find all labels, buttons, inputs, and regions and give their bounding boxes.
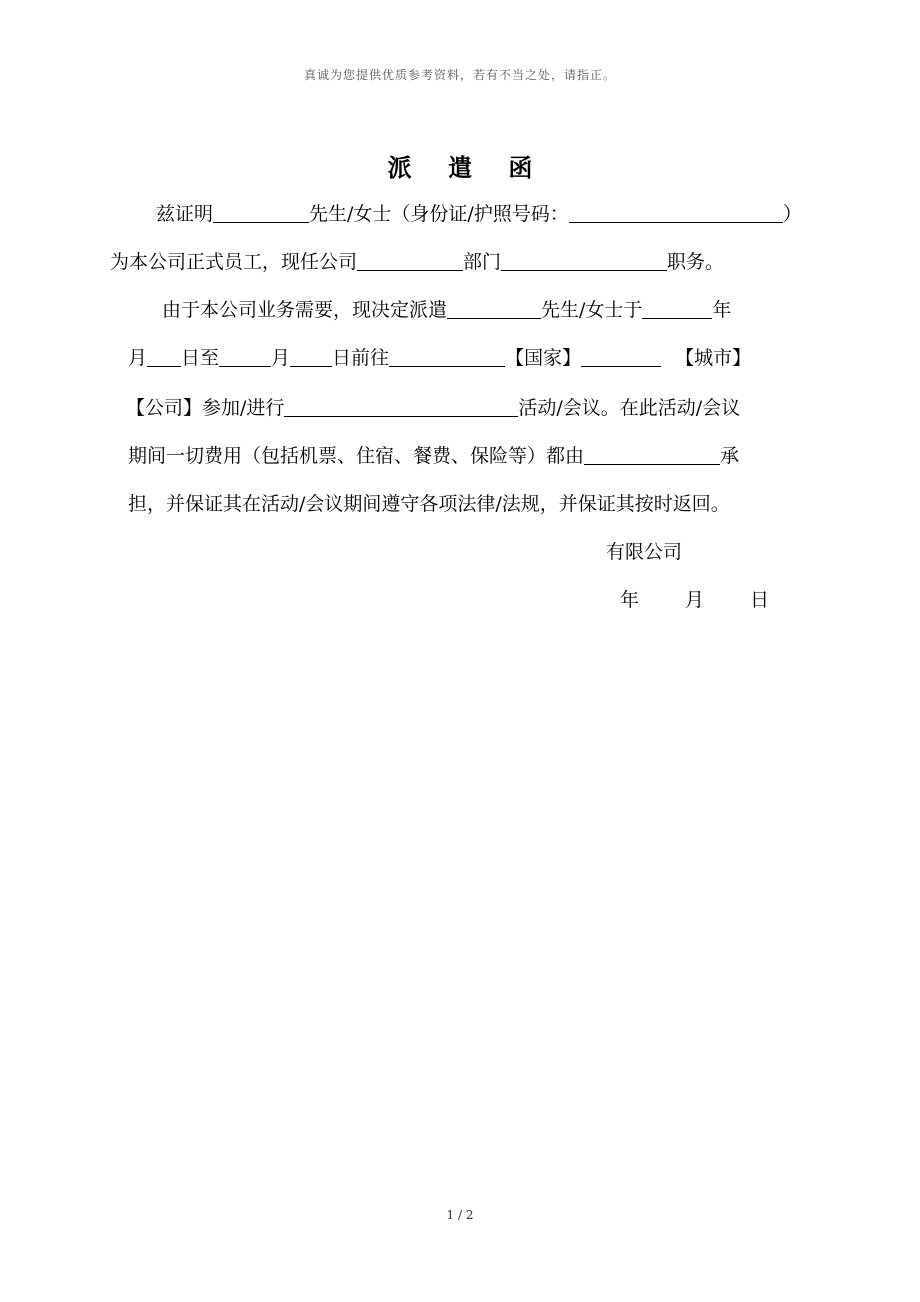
para1-line2	[110, 248, 724, 276]
date-year-label: 年	[620, 589, 640, 611]
document-title: 派 遣 函	[387, 153, 547, 182]
position-blank[interactable]	[501, 250, 667, 271]
para2-text: 活动/会议。在此活动/会议	[518, 397, 741, 419]
para2-text: 【国家】	[505, 347, 582, 369]
para1-text: ）	[782, 203, 802, 225]
para2-text: 年	[712, 299, 732, 321]
para1-text: 兹证明	[156, 203, 214, 225]
para2-text: 日至	[181, 347, 220, 369]
department-blank[interactable]	[357, 250, 463, 271]
name-blank[interactable]	[213, 202, 309, 223]
date-month-label: 月	[685, 589, 705, 611]
city-blank[interactable]	[581, 346, 661, 367]
payer-blank[interactable]	[584, 444, 720, 465]
para2-text: 承	[720, 445, 740, 467]
para2-text: 先生/女士于	[541, 299, 643, 321]
signature-company: 有限公司	[606, 541, 683, 563]
activity-blank[interactable]	[284, 396, 518, 417]
dispatched-name-blank[interactable]	[447, 298, 541, 319]
end-month-blank[interactable]	[219, 346, 271, 367]
para2-line2	[128, 344, 751, 372]
para1-text: 部门	[463, 251, 502, 273]
page-number: 1 / 2	[446, 1208, 474, 1222]
para1-line1	[156, 200, 802, 228]
country-blank[interactable]	[389, 346, 505, 367]
para1-text: 先生/女士（身份证/护照号码：	[309, 203, 569, 225]
para2-text: 由于本公司业务需要，现决定派遣	[162, 299, 448, 321]
end-day-blank[interactable]	[290, 346, 332, 367]
para2-line1	[162, 296, 731, 324]
para1-text: 为本公司正式员工，现任公司	[110, 251, 358, 273]
para2-line4	[128, 442, 739, 470]
para2-text: 【公司】参加/进行	[126, 397, 285, 419]
para2-text: 月	[128, 347, 148, 369]
para2-line3	[126, 394, 740, 422]
para1-text: 职务。	[667, 251, 725, 273]
year-blank[interactable]	[642, 298, 712, 319]
id-number-blank[interactable]	[569, 202, 783, 223]
signature-date	[620, 586, 769, 614]
header-note: 真诚为您提供优质参考资料，若有不当之处，请指正。	[303, 68, 616, 82]
para2-text: 【城市】	[675, 347, 752, 369]
para2-line5	[128, 490, 730, 518]
para2-text: 期间一切费用（包括机票、住宿、餐费、保险等）都由	[128, 445, 585, 467]
date-day-label: 日	[750, 589, 770, 611]
para2-text: 担，并保证其在活动/会议期间遵守各项法律/法规，并保证其按时返回。	[128, 493, 730, 515]
para2-text: 日前往	[332, 347, 390, 369]
para2-text: 月	[271, 347, 291, 369]
start-day-blank[interactable]	[147, 346, 181, 367]
